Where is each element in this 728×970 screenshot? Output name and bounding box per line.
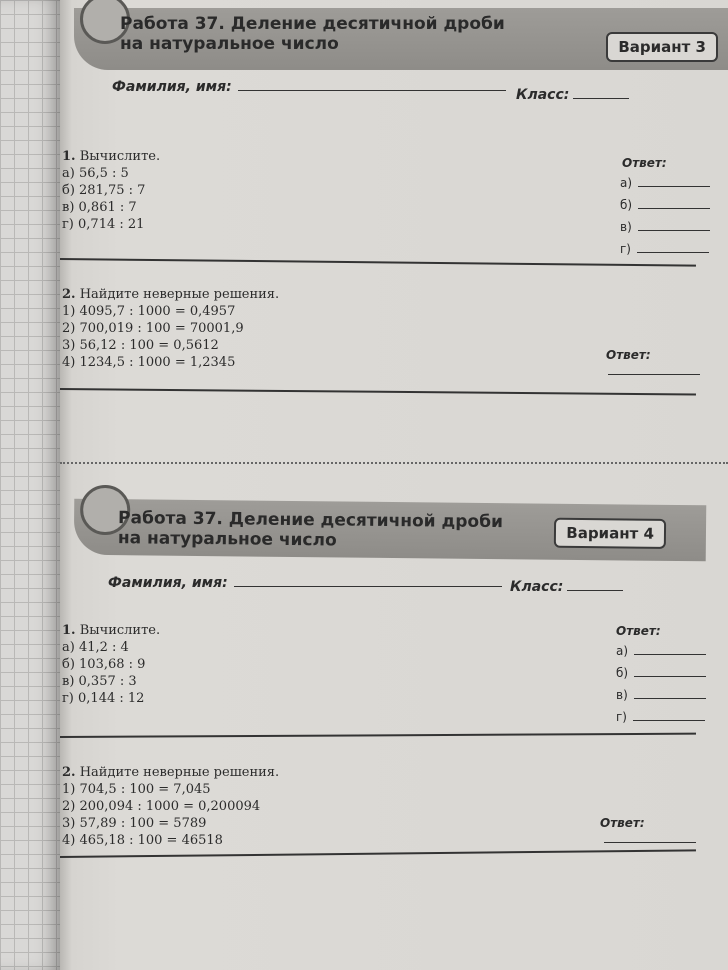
answer-blank[interactable] [638,198,710,209]
answer-row-c[interactable]: в) [616,688,706,702]
class-field[interactable] [510,576,623,595]
answer-row[interactable] [602,364,700,378]
variant-badge: Вариант 3 [606,32,718,62]
answer-row-b[interactable]: б) [616,666,706,680]
task-item: а) 56,5 : 5 [62,166,129,181]
task-number: 2. [62,287,76,302]
class-blank[interactable] [573,84,629,99]
class-label: Класс: [510,579,564,595]
answer-label: Ответ: [600,816,645,830]
title-line-2: на натуральное число [120,34,339,54]
answer-row-c[interactable]: в) [620,220,710,234]
task-item: 2) 200,094 : 1000 = 0,200094 [62,799,261,814]
answer-blank[interactable] [637,242,709,253]
task-heading: Вычислите. [79,623,161,638]
section-divider [60,733,696,738]
task-item: 4) 1234,5 : 1000 = 1,2345 [62,355,236,370]
worksheet-title [120,14,505,54]
task-item: г) 0,144 : 12 [62,691,145,706]
title-banner [74,8,728,70]
answer-row-b[interactable]: б) [620,198,710,212]
section-divider [60,849,696,858]
workbook-page [60,0,728,970]
task-item: в) 0,357 : 3 [62,674,137,689]
graph-paper-margin [0,0,60,970]
section-divider [60,388,696,396]
title-line-1: Работа 37. Деление десятичной дроби [118,508,504,533]
task-2 [60,764,279,849]
answer-row-a[interactable]: а) [620,176,710,190]
answer-row-d[interactable]: г) [620,242,709,256]
task-2 [60,286,279,371]
task-heading: Найдите неверные решения. [79,765,280,780]
title-banner [74,499,707,562]
task-heading: Вычислите. [79,149,161,164]
answer-label: Ответ: [622,156,667,170]
worksheet-variant-4 [60,478,728,968]
task-item: 2) 700,019 : 100 = 70001,9 [62,321,244,336]
class-field[interactable] [516,84,629,103]
class-blank[interactable] [567,576,623,591]
section-divider [60,258,696,267]
task-heading: Найдите неверные решения. [79,287,280,302]
task-number: 1. [62,623,76,638]
name-blank[interactable] [234,574,502,587]
answer-blank[interactable] [634,666,706,677]
cut-line [60,462,728,464]
task-item: 3) 56,12 : 100 = 0,5612 [62,338,219,353]
name-label: Фамилия, имя: [108,575,228,591]
answer-blank[interactable] [634,644,706,655]
answer-label: Ответ: [616,624,661,638]
task-item: а) 41,2 : 4 [62,640,129,655]
answer-blank[interactable] [638,176,710,187]
title-line-1: Работа 37. Деление десятичной дроби [120,14,505,34]
answer-label: Ответ: [606,348,651,362]
task-item: б) 103,68 : 9 [62,657,146,672]
answer-blank[interactable] [604,832,696,843]
answer-blank[interactable] [608,364,700,375]
answer-row-d[interactable]: г) [616,710,705,724]
name-label: Фамилия, имя: [112,79,232,95]
task-item: г) 0,714 : 21 [62,217,145,232]
task-1 [60,148,160,233]
answer-blank[interactable] [634,688,706,699]
task-item: в) 0,861 : 7 [62,200,137,215]
answer-row-a[interactable]: а) [616,644,706,658]
task-item: 1) 4095,7 : 1000 = 0,4957 [62,304,236,319]
task-item: 3) 57,89 : 100 = 5789 [62,816,207,831]
task-number: 1. [62,149,76,164]
task-number: 2. [62,765,76,780]
class-label: Класс: [516,87,570,103]
name-field[interactable] [108,574,502,591]
name-field[interactable] [112,78,506,95]
worksheet-title [118,508,503,552]
title-line-2: на натуральное число [117,528,337,551]
variant-badge: Вариант 4 [554,518,666,549]
answer-row[interactable] [598,832,696,846]
task-item: 4) 465,18 : 100 = 46518 [62,833,223,848]
task-item: б) 281,75 : 7 [62,183,146,198]
answer-blank[interactable] [638,220,710,231]
task-item: 1) 704,5 : 100 = 7,045 [62,782,211,797]
name-blank[interactable] [238,78,506,91]
task-1 [60,622,160,707]
answer-blank[interactable] [633,710,705,721]
worksheet-variant-3 [60,0,728,440]
